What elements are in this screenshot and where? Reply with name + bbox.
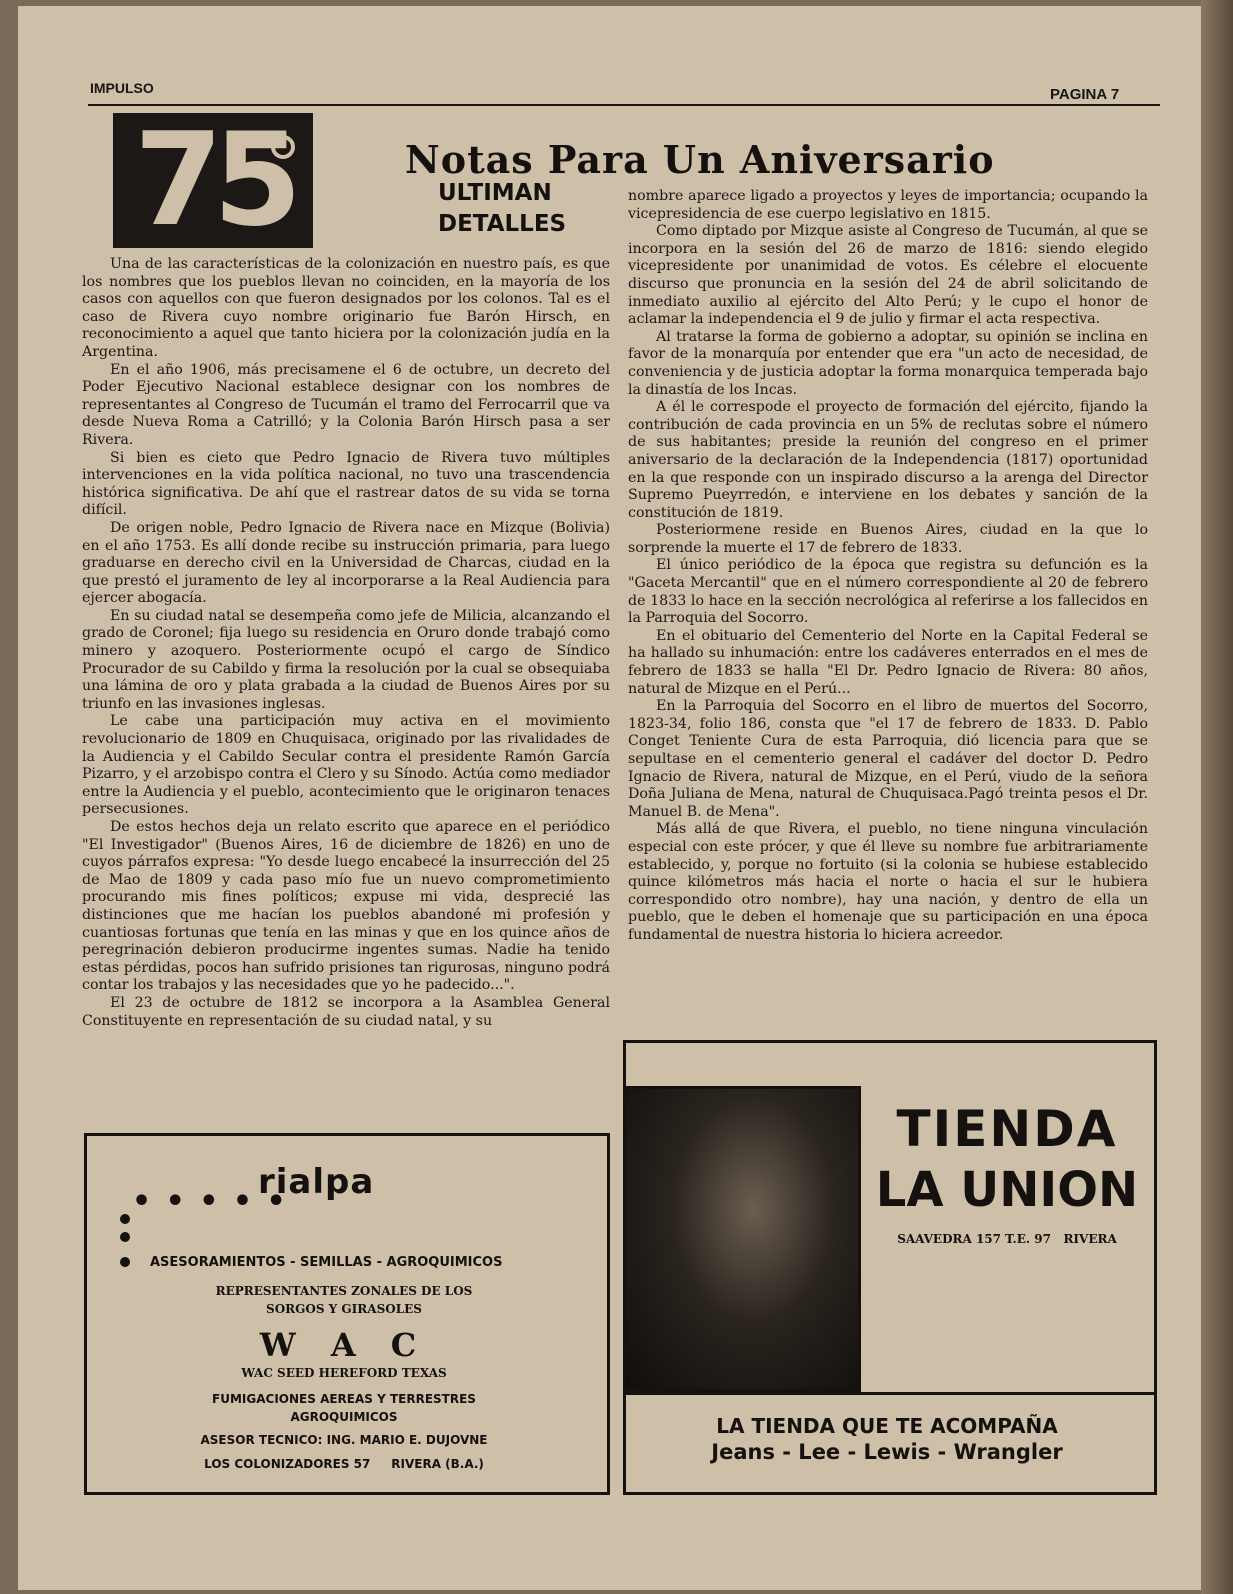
paragraph: A él le correspode el proyecto de formación del ejército, fijando la contribución de cada provincia en un 5% de reclutas sobre el número de sus habitantes; preside la reunión del congreso en el primer aniversario de la declaración de la Independencia (1817) oportunidad en la que responde con un inspirado discurso a la arenga del Director Supremo Pueyrredón, e interviene en los debates y sanción de la constitución de 1819. <box>628 399 1148 521</box>
article-title: Notas Para Un Aniversario <box>405 137 995 182</box>
anniversary-75-logo <box>113 105 313 255</box>
paragraph: Más allá de que Rivera, el pueblo, no tiene ninguna vinculación especial con este prócer, y que él lleve su nombre fue arbitrariamente establecido, y, porque no fortuito (si la colonia se hubiese establecido quince kilómetros más hacia el norte o hacia el sur le hubiera correspondido otro nombre), hay una nación, y dentro de ella un pueblo, que le deben el homenaje que su participación en una época fundamental de nuestra historia lo hiciera acreedor. <box>628 821 1148 943</box>
wac-logo: W A C <box>259 1326 429 1364</box>
paragraph: Al tratarse la forma de gobierno a adoptar, su opinión se inclina en favor de la monarquía por entender que era "un acto de necesidad, de conveniencia y de justicia adoptar la forma monarquica temperada bajo la dinastía de los Incas. <box>628 328 1148 398</box>
article-column-1 <box>82 256 610 1030</box>
paragraph: Le cabe una participación muy activa en el movimiento revolucionario de 1809 en Chuquisaca, originado por las rivalidades de la Audiencia y el Cabildo Secular contra el presidente Ramón García Pizarro, y el arzobispo contra el Clero y su Sínodo. Actúa como mediador entre la Audiencia y el pueblo, acontecimiento que le originaron tenaces persecusiones. <box>82 713 610 818</box>
rialpa-agro: AGROQUIMICOS <box>290 1410 398 1424</box>
paragraph: Si bien es cieto que Pedro Ignacio de Rivera tuvo múltiples intervenciones en la vida política nacional, no tuvo una trascendencia histórica significativa. De ahí que el rastrear datos de su vida se torna difícil. <box>82 449 610 519</box>
tienda-title-line-2: LA UNION <box>875 1162 1139 1218</box>
rialpa-advisor: ASESOR TECNICO: ING. MARIO E. DUJOVNE <box>200 1433 488 1447</box>
paragraph: Como diptado por Mizque asiste al Congreso de Tucumán, al que se incorpora en la sesión del 26 de marzo de 1816: siendo elegido vicepresidente por unanimidad de votos. Es célebre el elocuente discurso que pronuncia en la sesión del 24 de abril solicitando de inmediato auxilio al ejército del Alto Perú; y le cupo el honor de aclamar la independencia el 9 de julio y firmar el acta respectiva. <box>628 223 1148 328</box>
paragraph: Posteriormene reside en Buenos Aires, ciudad en la que lo sorprende la muerte el 17 de febrero de 1833. <box>628 522 1148 556</box>
paragraph: De estos hechos deja un relato escrito que aparece en el periódico "El Investigador" (Buenos Aires, 16 de diciembre de 1826) en uno de cuyos párrafos expresa: "Yo desde luego encabecé la insurrección del 25 de Mao de 1809 y cada paso mío fue un nuevo comprometimiento procurando mis fines políticos; expuse mi vida, desprecié las distinciones que me hacían los pueblos abandoné mi profesión y cuantiosas fortunas que tenía en las minas y que en los quince años de peregrinación debieron producirme ingentes sumas. Nadie ha tenido estas pérdidas, pocos han sufrido prisiones tan rigurosas, ninguno podrá contar los trabajos y las necesidades que yo he padecido...". <box>82 819 610 994</box>
rialpa-products: SORGOS Y GIRASOLES <box>266 1302 422 1316</box>
tienda-slogan: LA TIENDA QUE TE ACOMPAÑA <box>716 1414 1058 1438</box>
paragraph: El único periódico de la época que registra su defunción es la "Gaceta Mercantil" que en el número correspondiente al 20 de febrero de 1833 lo hace en la sección necrológica al referirse a los fallecidos en la Parroquia del Socorro. <box>628 557 1148 627</box>
paragraph: El 23 de octubre de 1812 se incorpora a la Asamblea General Constituyente en representación de su ciudad natal, y su <box>82 994 610 1029</box>
paragraph: En la Parroquia del Socorro en el libro de muertos del Socorro, 1823-34, folio 186, consta que "el 17 de febrero de 1833. D. Pablo Conget Teniente Cura de esta Parroquia, dió licencia para que se sepultase en el cementerio general el cadáver del doctor D. Pedro Ignacio de Rivera, natural de Mizque, en el Perú, viudo de la señora Doña Juliana de Mena, natural de Chuquisaca.Pagó treinta pesos el Dr. Manuel B. de Mena". <box>628 698 1148 820</box>
rialpa-dots-prefix: • • • • • <box>132 1184 288 1219</box>
ad-divider <box>623 1392 1154 1395</box>
article-column-2 <box>628 188 1148 945</box>
masthead-name: IMPULSO <box>90 80 154 96</box>
tienda-title-line-1: TIENDA <box>896 1100 1118 1158</box>
degree-symbol-icon <box>271 135 295 159</box>
tienda-brands: Jeans - Lee - Lewis - Wrangler <box>711 1440 1063 1464</box>
subtitle-line-1: ULTIMAN <box>438 180 552 206</box>
logo-number: 75 <box>133 105 293 255</box>
bullet-icon <box>120 1232 130 1242</box>
model-photo <box>626 1086 861 1392</box>
rialpa-representatives: REPRESENTANTES ZONALES DE LOS <box>215 1284 473 1298</box>
paragraph: nombre aparece ligado a proyectos y leyes de importancia; ocupando la vicepresidencia de ese cuerpo legislativo en 1815. <box>628 188 1148 222</box>
subtitle-line-2: DETALLES <box>438 211 567 237</box>
wac-subtitle: WAC SEED HEREFORD TEXAS <box>241 1366 447 1380</box>
rialpa-logo: rialpa <box>258 1162 375 1202</box>
bullet-icon <box>120 1214 130 1224</box>
page-edge <box>1201 0 1233 1594</box>
paragraph: Una de las características de la colonización en nuestro país, es que los nombres que los pueblos llevan no coinciden, en la mayoría de los casos con aquellos con que fueron designados por los colonos. Tal es el caso de Rivera cuyo nombre originario fue Barón Hirsch, en reconocimiento a aquel que tanto hiciera por la colonización judía en la Argentina. <box>82 256 610 360</box>
bullet-icon <box>120 1257 130 1267</box>
rialpa-fumigation: FUMIGACIONES AEREAS Y TERRESTRES <box>212 1392 476 1406</box>
rialpa-address: LOS COLONIZADORES 57 RIVERA (B.A.) <box>204 1457 484 1471</box>
tienda-address: SAAVEDRA 157 T.E. 97 RIVERA <box>897 1232 1117 1246</box>
page-number: PAGINA 7 <box>1050 86 1120 103</box>
paragraph: En el año 1906, más precisamene el 6 de octubre, un decreto del Poder Ejecutivo Nacional establece designar con los nombres de representantes al Congreso de Tucumán el tramo del Ferrocarril que va desde Nueva Roma a Catrilló; y la Colonia Barón Hirsch pasa a ser Rivera. <box>82 361 610 448</box>
paragraph: De origen noble, Pedro Ignacio de Rivera nace en Mizque (Bolivia) en el año 1753. Es allí donde recibe su instrucción primaria, para luego graduarse en derecho civil en la Universidad de Charcas, ciudad en la que prestó el juramento de ley al incorporarse a la Real Audiencia para ejercer abogacía. <box>82 519 610 607</box>
paragraph: En su ciudad natal se desempeña como jefe de Milicia, alcanzando el grado de Coronel; fija luego su residencia en Oruro donde trabajó como minero y azoquero. Posteriormente ocupó el cargo de Síndico Procurador de su Cabildo y firma la resolución por la cual se obsequiaba una lámina de oro y plata grabada a la ciudad de Buenos Aires por su triunfo en las invasiones inglesas. <box>82 607 610 712</box>
paragraph: En el obituario del Cementerio del Norte en la Capital Federal se ha hallado su inhumación: entre los cadáveres enterrados en el mes de febrero de 1833 se halla "El Dr. Pedro Ignacio de Rivera: 80 años, natural de Mizque en el Perú... <box>628 627 1148 697</box>
rialpa-services: ASESORAMIENTOS - SEMILLAS - AGROQUIMICOS <box>150 1255 503 1270</box>
article-subtitle <box>438 178 638 240</box>
